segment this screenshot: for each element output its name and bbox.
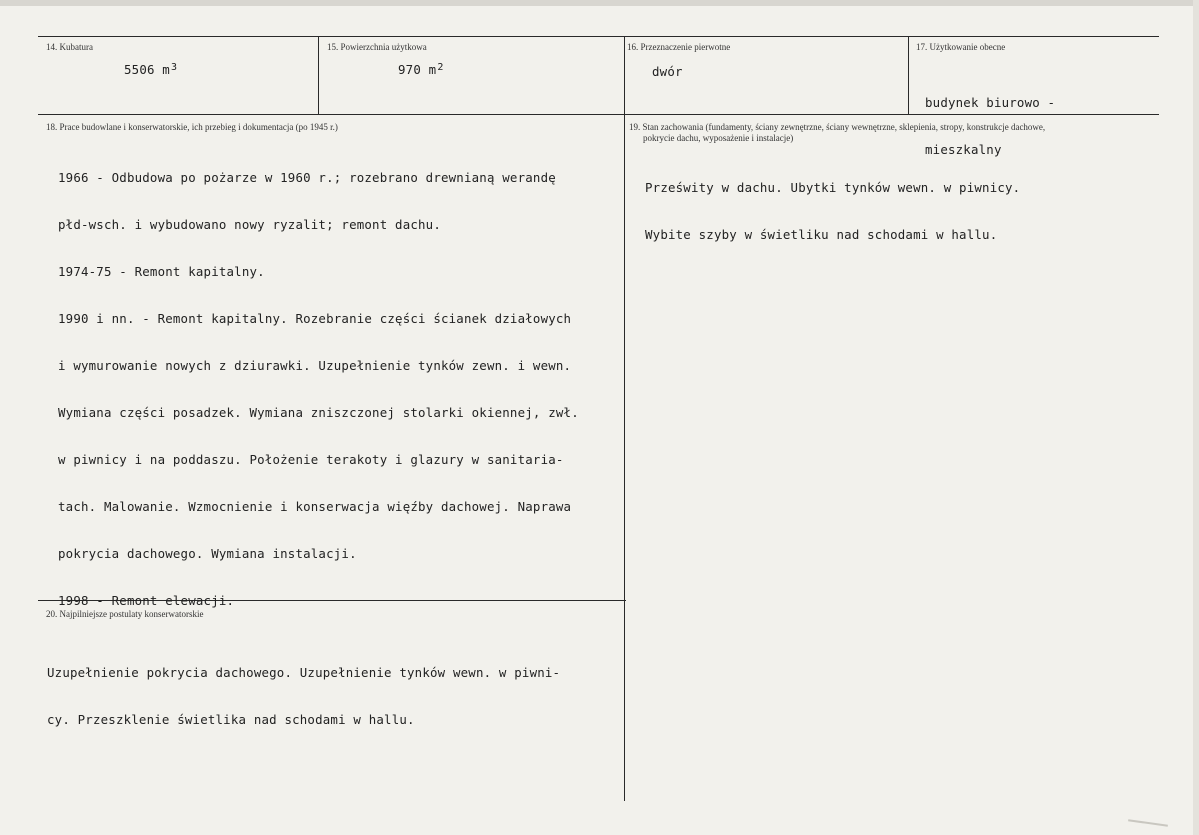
field-20-text <box>47 634 560 758</box>
field-18-line: 1966 - Odbudowa po pożarze w 1960 r.; rozebrano drewnianą werandę <box>58 170 556 185</box>
field-18-line: pokrycia dachowego. Wymiana instalacji. <box>58 546 357 561</box>
field-18-label: 18. Prace budowlane i konserwatorskie, ich przebieg i dokumentacja (po 1945 r.) <box>46 122 338 132</box>
field-20-line: Uzupełnienie pokrycia dachowego. Uzupełnienie tynków wewn. w piwni- <box>47 665 561 680</box>
field-18-line: i wymurowanie nowych z dziurawki. Uzupełnienie tynków zewn. i wewn. <box>58 358 572 373</box>
field-16-value: dwór <box>652 64 683 79</box>
field-19-text <box>645 149 1020 273</box>
divider-main <box>624 36 625 801</box>
field-18-line: 1990 i nn. - Remont kapitalny. Rozebranie części ścianek działowych <box>58 311 572 326</box>
field-14-label: 14. Kubatura <box>46 42 93 52</box>
field-18-text <box>58 139 579 639</box>
field-18-line: 1974-75 - Remont kapitalny. <box>58 264 265 279</box>
field-14-volume: 5506 m <box>124 62 170 77</box>
field-17-line: budynek biurowo - <box>925 95 1056 110</box>
field-15-unit-exponent: 2 <box>437 62 444 73</box>
field-18-line: tach. Malowanie. Wzmocnienie i konserwacja więźby dachowej. Naprawa <box>58 499 572 514</box>
scan-mark <box>1128 819 1168 827</box>
scan-top-edge <box>0 0 1199 6</box>
field-20-label: 20. Najpilniejsze postulaty konserwatorskie <box>46 609 204 619</box>
field-17-label: 17. Użytkowanie obecne <box>916 42 1006 52</box>
field-14-value <box>124 62 177 77</box>
top-rule <box>38 36 1159 37</box>
field-19-label-line: 19. Stan zachowania (fundamenty, ściany zewnętrzne, ściany wewnętrzne, sklepienia, stropy, konstrukcje dachowe, <box>629 122 1046 132</box>
field-15-label: 15. Powierzchnia użytkowa <box>327 42 427 52</box>
field-19-label-line: pokrycie dachu, wyposażenie i instalacje) <box>643 133 794 143</box>
field-20-line: cy. Przeszklenie świetlika nad schodami w hallu. <box>47 712 415 727</box>
field-14-unit-exponent: 3 <box>170 62 178 73</box>
field-17-line: mieszkalny <box>925 142 1002 157</box>
field-15-value <box>398 62 444 77</box>
field-18-line: 1998 - Remont elewacji. <box>58 593 235 608</box>
field-18-line: płd-wsch. i wybudowano nowy ryzalit; remont dachu. <box>58 217 441 232</box>
field-19-label <box>629 122 1045 144</box>
divider-16-17 <box>908 36 909 114</box>
field-18-line: Wymiana części posadzek. Wymiana zniszczonej stolarki okiennej, zwł. <box>58 405 579 420</box>
divider-14-15 <box>318 36 319 114</box>
scan-right-edge <box>1193 0 1199 835</box>
field-19-line: Prześwity w dachu. Ubytki tynków wewn. w piwnicy. <box>645 180 1021 195</box>
field-15-area: 970 m <box>398 62 437 77</box>
field-19-line: Wybite szyby w świetliku nad schodami w hallu. <box>645 227 998 242</box>
field-16-label: 16. Przeznaczenie pierwotne <box>627 42 731 52</box>
field-18-line: w piwnicy i na poddaszu. Położenie terakoty i glazury w sanitaria- <box>58 452 564 467</box>
